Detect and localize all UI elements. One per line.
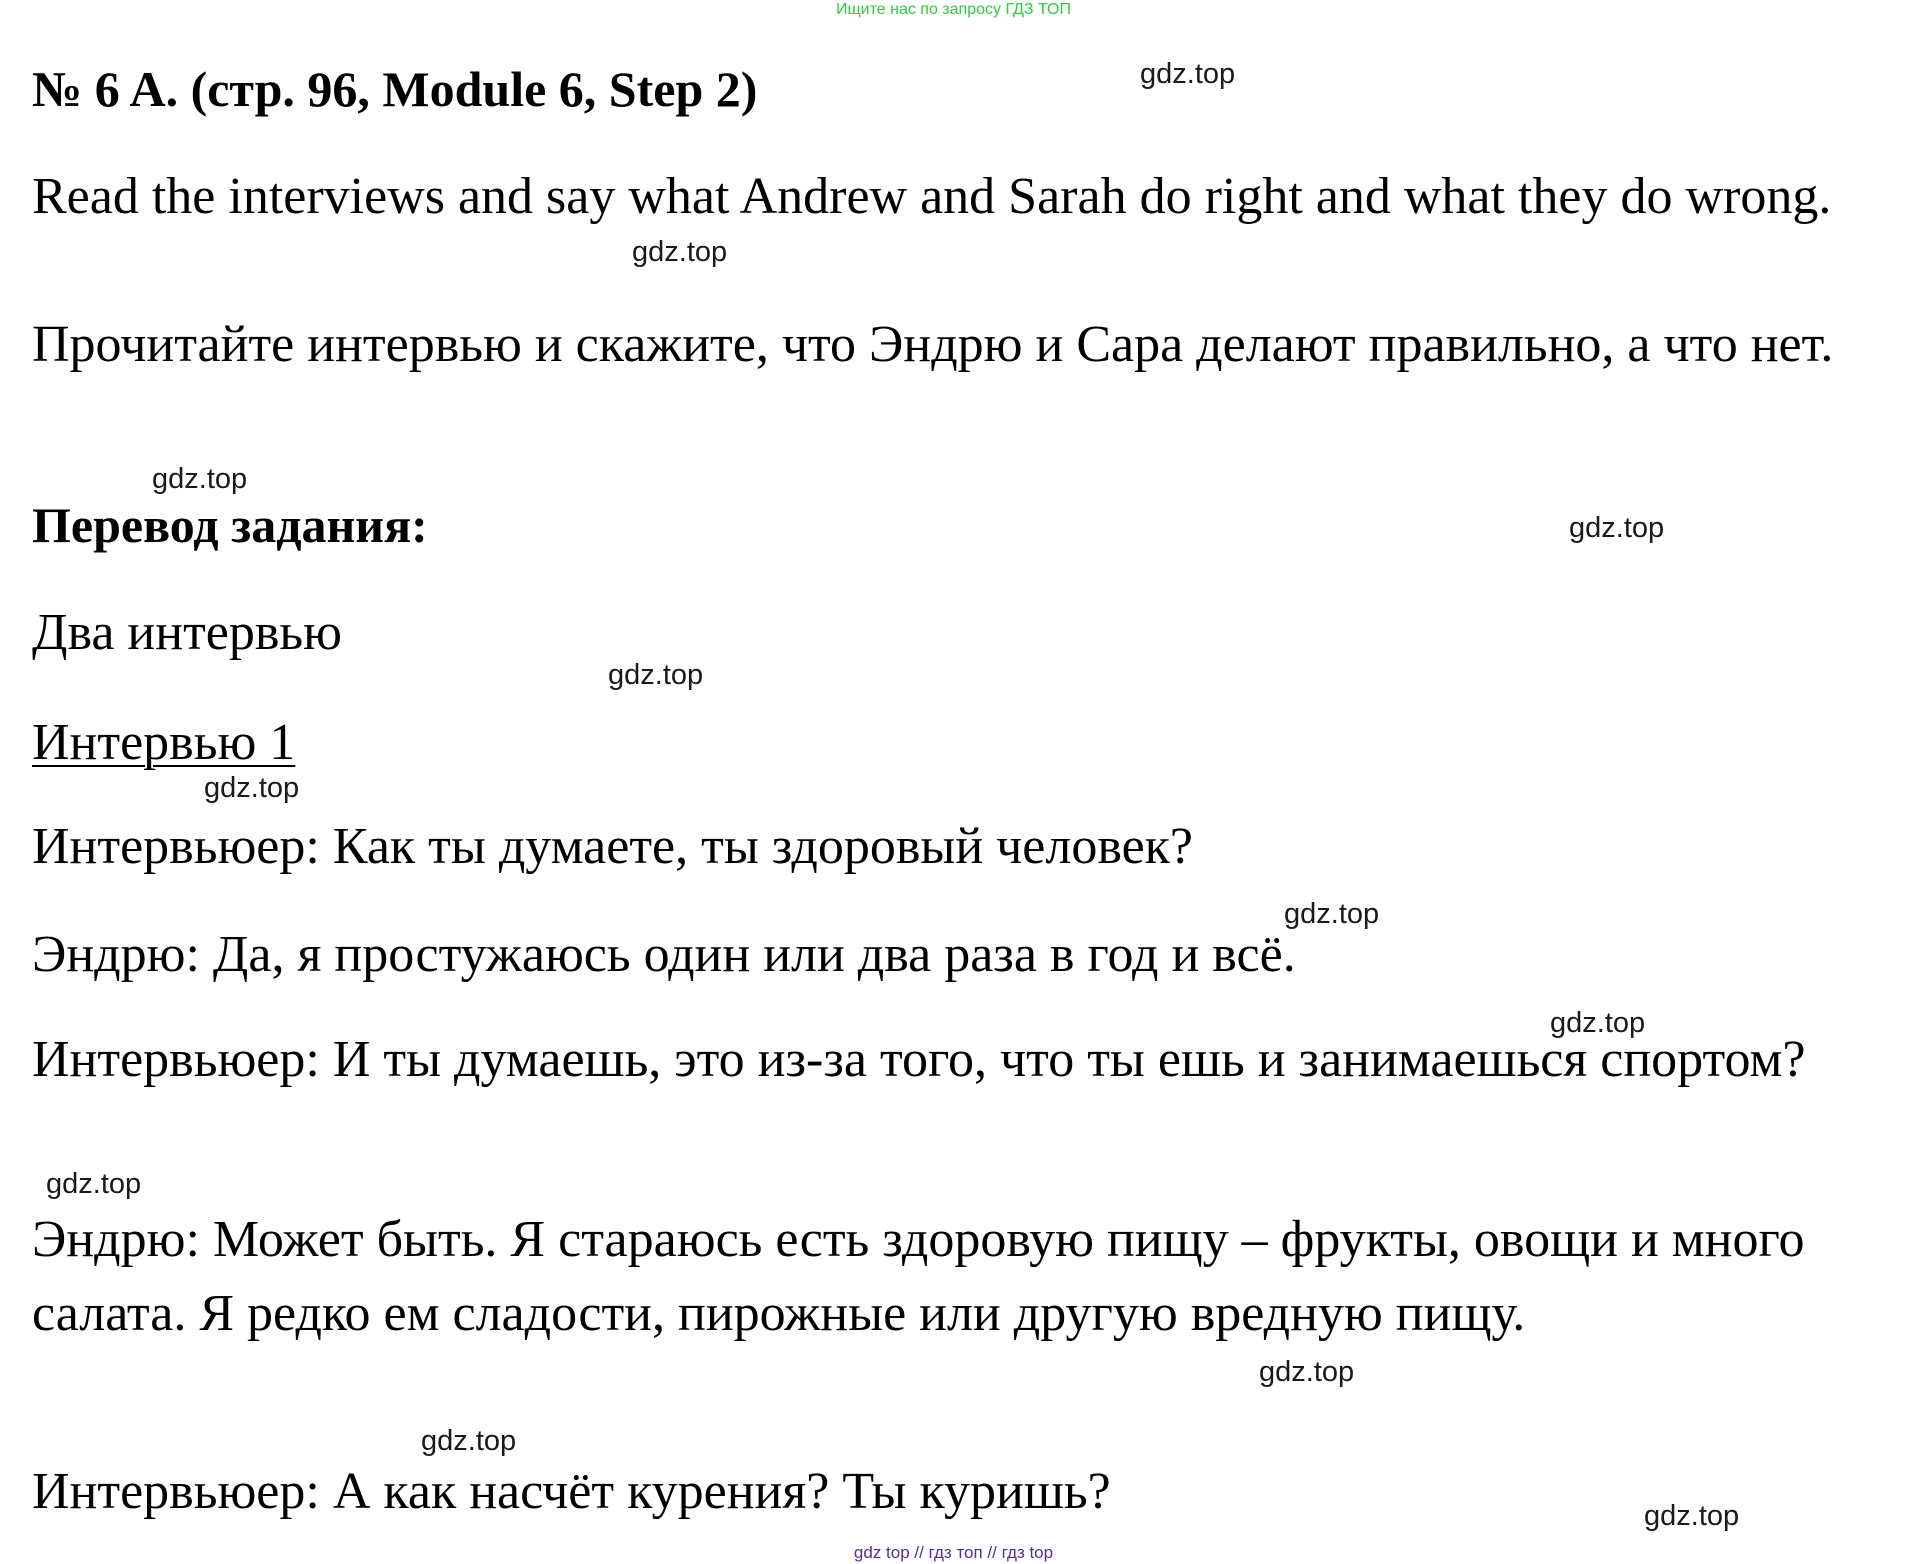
- watermark: gdz.top: [421, 1425, 517, 1457]
- task-english: Read the interviews and say what Andrew and Sarah do right and what they do wrong.: [32, 168, 1832, 225]
- watermark: gdz.top: [1569, 512, 1665, 544]
- watermark: gdz.top: [204, 772, 300, 804]
- dialogue-line: Интервьюер: Как ты думаете, ты здоровый человек?: [32, 818, 1194, 875]
- watermark: gdz.top: [1140, 58, 1236, 90]
- dialogue-line: Эндрю: Да, я простужаюсь один или два раза в год и всё.: [32, 926, 1296, 983]
- watermark: gdz.top: [1284, 898, 1380, 930]
- watermark: gdz.top: [1644, 1500, 1740, 1532]
- dialogue-line: Интервьюер: И ты думаешь, это из-за того, что ты ешь и занимаешься спортом?: [32, 1031, 1806, 1088]
- interview-title: [32, 706, 1892, 780]
- watermark: gdz.top: [608, 659, 704, 691]
- watermark: gdz.top: [46, 1168, 142, 1200]
- dialogue-line: Эндрю: Может быть. Я стараюсь есть здоровую пищу – фрукты, овощи и много салата. Я редко ем сладости, пирожные или другую вредную пищу.: [32, 1211, 1805, 1342]
- footer-links: gdz top // гдз топ // гдз top: [853, 1543, 1054, 1562]
- translation-heading: Перевод задания:: [32, 497, 428, 553]
- search-banner: Ищите нас по запросу ГДЗ ТОП: [836, 1, 1071, 18]
- task-russian: Прочитайте интервью и скажите, что Эндрю и Сара делают правильно, а что нет.: [32, 316, 1834, 373]
- watermark: gdz.top: [1259, 1356, 1355, 1388]
- interview-title-text: Интервью 1: [32, 714, 296, 771]
- watermark: gdz.top: [1550, 1007, 1646, 1039]
- watermark: gdz.top: [632, 236, 728, 268]
- exercise-title: № 6 A. (стр. 96, Module 6, Step 2): [32, 61, 758, 117]
- interviews-subtitle: Два интервью: [32, 604, 342, 661]
- dialogue-line: Интервьюер: А как насчёт курения? Ты куришь?: [32, 1463, 1111, 1520]
- watermark: gdz.top: [152, 463, 248, 495]
